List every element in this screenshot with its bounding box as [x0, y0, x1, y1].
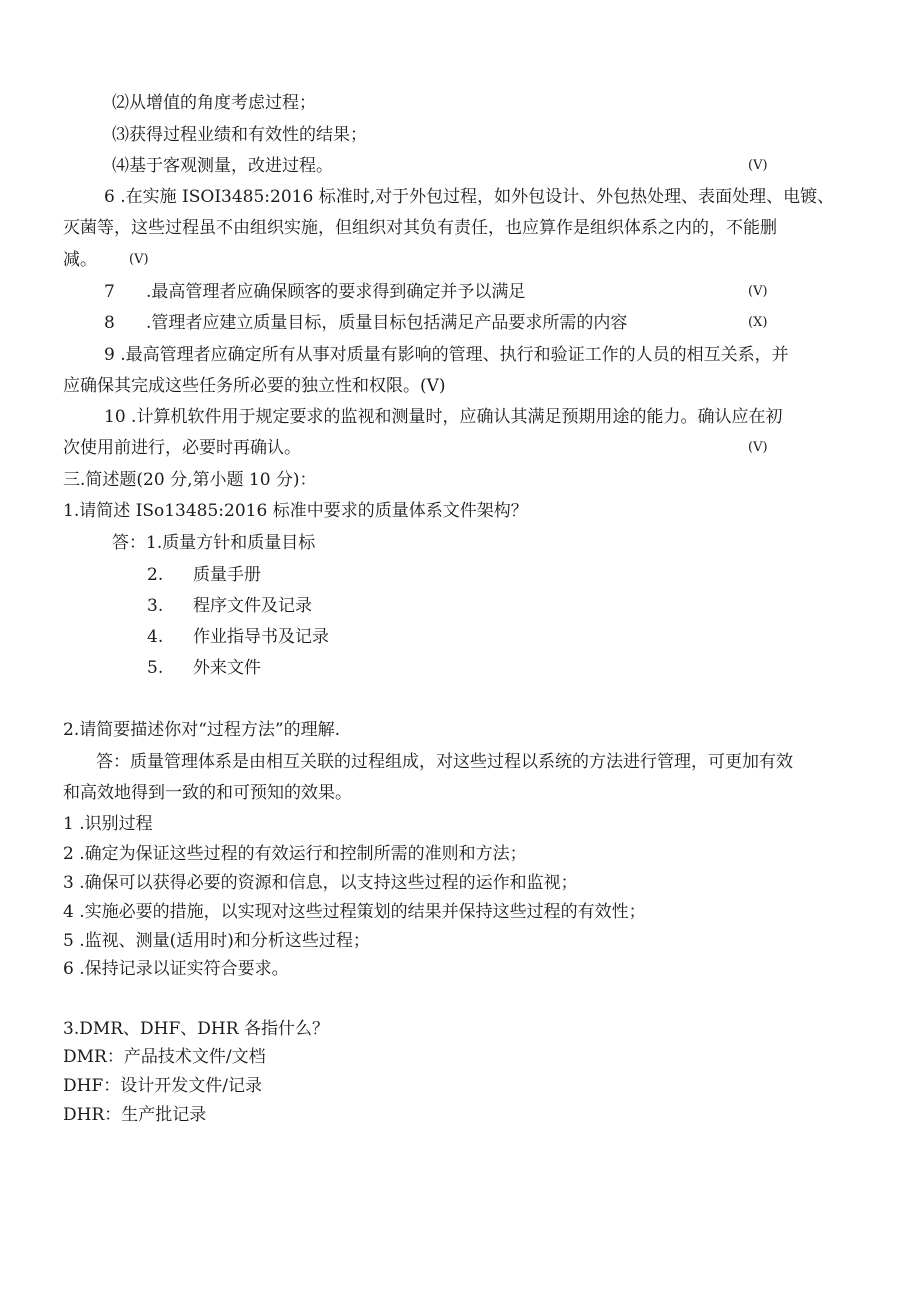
section3-heading: 三.简述题(20 分,第小题 10 分)： — [63, 470, 317, 490]
q1-answer-first: 答：1.质量方针和质量目标 — [112, 533, 316, 553]
q1-item-text: 程序文件及记录 — [193, 596, 312, 616]
q1-item-number: 3. — [147, 596, 164, 616]
q1-item-text: 作业指导书及记录 — [193, 627, 329, 647]
q3-dhr: DHR：生产批记录 — [63, 1105, 207, 1125]
q1-item-number: 4. — [147, 627, 164, 647]
item7-number: 7 — [104, 282, 115, 302]
q3-question: 3.DMR、DHF、DHR 各指什么？ — [63, 1019, 329, 1039]
item9-line1: 9 .最高管理者应确定所有从事对质量有影响的管理、执行和验证工作的人员的相互关系，并 — [104, 345, 789, 365]
item10-line1: 10 .计算机软件用于规定要求的监视和测量时，应确认其满足预期用途的能力。确认应在初 — [104, 407, 783, 427]
item8-mark: (X) — [748, 315, 768, 330]
item9-line2: 应确保其完成这些任务所必要的独立性和权限。(V) — [63, 376, 446, 396]
item10-mark: (V) — [748, 440, 768, 455]
q2-step: 1 .识别过程 — [63, 814, 153, 834]
q3-dhf: DHF：设计开发文件/记录 — [63, 1076, 262, 1096]
item6-line2: 灭菌等，这些过程虽不由组织实施，但组织对其负有责任，也应算作是组织体系之内的，不能删 — [63, 218, 777, 238]
item8-number: 8 — [104, 313, 115, 333]
q1-item-number: 2. — [147, 565, 164, 585]
item6-mark: (V) — [129, 252, 149, 267]
q1-item-number: 5. — [147, 658, 164, 678]
item5-sub4: ⑷基于客观测量，改进过程。 — [112, 156, 333, 176]
q1-question: 1.请简述 ISo13485:2016 标准中要求的质量体系文件架构？ — [63, 501, 528, 521]
q1-item-text: 外来文件 — [193, 658, 261, 678]
item5-sub2: ⑵从增值的角度考虑过程； — [112, 93, 316, 113]
item8-text: .管理者应建立质量目标，质量目标包括满足产品要求所需的内容 — [146, 313, 628, 333]
q2-step: 3 .确保可以获得必要的资源和信息，以支持这些过程的运作和监视； — [63, 873, 578, 893]
q3-dmr: DMR：产品技术文件/文档 — [63, 1047, 266, 1067]
item5-sub3: ⑶获得过程业绩和有效性的结果； — [112, 125, 367, 145]
q1-item-text: 质量手册 — [193, 565, 261, 585]
q2-answer-line2: 和高效地得到一致的和可预知的效果。 — [63, 783, 352, 803]
q2-step: 6 .保持记录以证实符合要求。 — [63, 959, 289, 979]
q2-answer-line1: 答：质量管理体系是由相互关联的过程组成，对这些过程以系统的方法进行管理，可更加有效 — [96, 752, 793, 772]
q2-step: 5 .监视、测量(适用时)和分析这些过程； — [63, 931, 370, 951]
q2-step: 4 .实施必要的措施，以实现对这些过程策划的结果并保持这些过程的有效性； — [63, 902, 646, 922]
item7-text: .最高管理者应确保顾客的要求得到确定并予以满足 — [146, 282, 526, 302]
item10-line2: 次使用前进行，必要时再确认。 — [63, 438, 301, 458]
item6-line1: 6 .在实施 ISOI3485:2016 标准时,对于外包过程，如外包设计、外包热处理、表面处理、电镀、 — [104, 187, 835, 207]
q2-question: 2.请简要描述你对“过程方法”的理解. — [63, 720, 341, 740]
item7-mark: (V) — [748, 284, 768, 299]
q2-step: 2 .确定为保证这些过程的有效运行和控制所需的准则和方法； — [63, 844, 527, 864]
item6-line3: 减。 — [63, 250, 97, 270]
item5-mark: (V) — [748, 158, 768, 173]
